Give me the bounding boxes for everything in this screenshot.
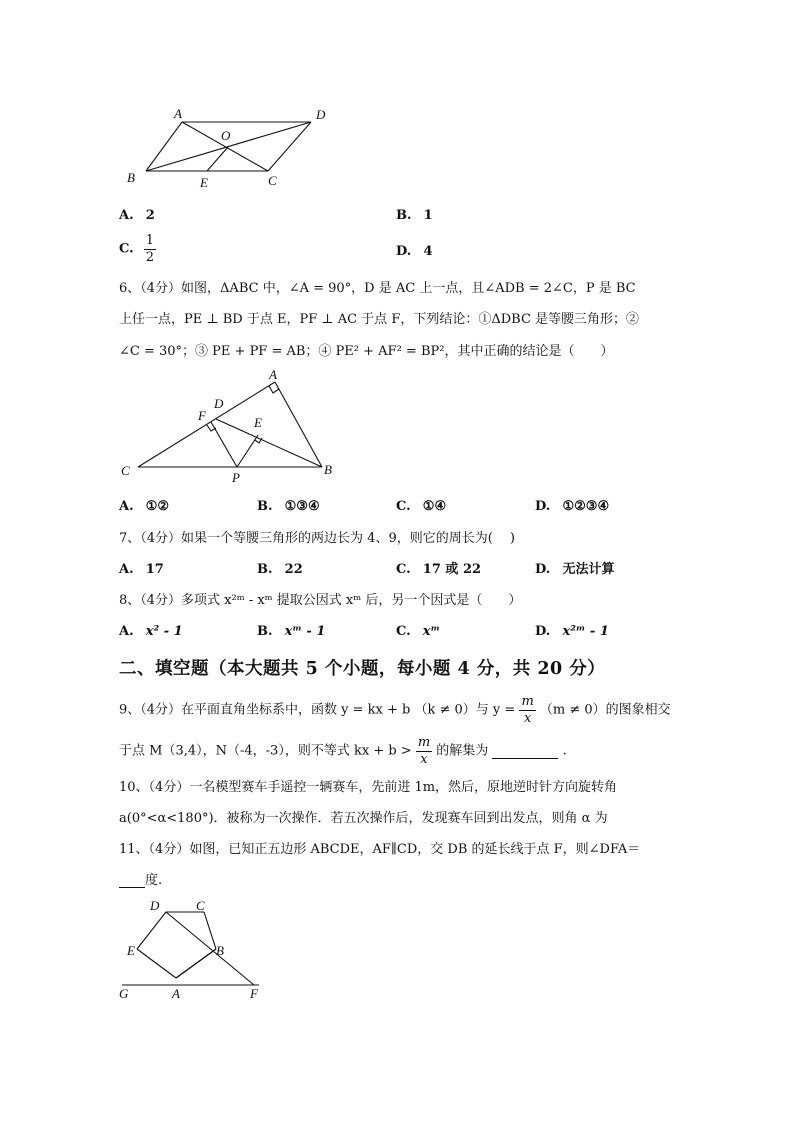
- q6-label-C: C: [121, 463, 130, 478]
- q11-label-F: F: [250, 986, 258, 1001]
- q5-label-D: D: [316, 107, 326, 122]
- section-fill-in-title: 二、填空题（本大题共 5 个小题，每小题 4 分，共 20 分）: [119, 659, 606, 679]
- q6-label-F: F: [198, 408, 206, 423]
- q9-line1: 9、（4分）在平面直角坐标系中，函数 y = kx + b （k ≠ 0）与 y = $\frac{m}{x}$ （m ≠ 0）的图象相交: [119, 694, 671, 726]
- q11-label-D: D: [150, 898, 160, 913]
- q6-label-P: P: [232, 470, 240, 485]
- q6-line1: 6、（4分）如图，ΔABC 中，∠A = 90°，D 是 AC 上一点，且∠ADB = 2∠C，P 是 BC: [119, 281, 636, 296]
- q11-label-B: B: [216, 943, 224, 958]
- q5-option-c: C. $\frac{1}{2}$: [119, 233, 155, 265]
- q6-label-A: A: [269, 368, 277, 382]
- q5-label-E: E: [200, 175, 208, 190]
- q11-label-G: G: [119, 986, 129, 1001]
- q5-label-B: B: [127, 170, 135, 185]
- q5-label-O: O: [221, 128, 231, 143]
- q5-option-d: D. 4: [396, 244, 433, 259]
- q6-label-D: D: [214, 396, 224, 411]
- q6-option-c: C. ①④: [396, 499, 447, 514]
- q11-label-C: C: [196, 898, 205, 913]
- q9-fraction-1: $\frac{m}{x}$: [521, 694, 534, 726]
- q7-option-a: A. 17: [119, 562, 164, 577]
- q11-label-A: A: [172, 986, 180, 1001]
- q6-label-B: B: [324, 462, 332, 477]
- q11-line2: 度.: [119, 872, 162, 890]
- q9-fraction-2: $\frac{m}{x}$: [417, 735, 431, 767]
- q8-option-a: A. x² - 1: [119, 624, 183, 639]
- q8-stem: 8、（4分）多项式 x²ᵐ - xᵐ 提取公因式 xᵐ 后，另一个因式是（ ）: [119, 593, 522, 608]
- q11-answer-blank[interactable]: [119, 873, 145, 888]
- q10-line2: a(0°<α<180°)．被称为一次操作．若五次操作后，发现赛车回到出发点，则角 α 为: [119, 811, 608, 826]
- q5-label-C: C: [268, 173, 277, 188]
- q6-option-b: B. ①③④: [257, 499, 320, 514]
- q11-figure: [112, 893, 272, 1005]
- q8-option-d: D. x²ᵐ - 1: [535, 624, 609, 639]
- q5-label-A: A: [174, 106, 182, 121]
- q5-option-c-fraction: $\frac{1}{2}$: [145, 233, 155, 265]
- q9-answer-blank[interactable]: [492, 744, 558, 759]
- q6-figure: [110, 368, 350, 490]
- q6-label-E: E: [254, 415, 262, 430]
- q8-option-c: C. xᵐ: [396, 624, 441, 639]
- q5-figure: [118, 100, 348, 195]
- q7-option-c: C. 17 或 22: [396, 562, 482, 577]
- q6-line3: ∠C = 30°；③ PE + PF = AB；④ PE² + AF² = BP²，其中正确的结论是（ ）: [119, 344, 614, 359]
- q11-label-E: E: [127, 943, 135, 958]
- q7-option-d: D. 无法计算: [535, 562, 615, 577]
- q5-option-a: A. 2: [119, 208, 155, 223]
- q9-line2: 于点 M（3,4），N（-4，-3），则不等式 kx + b > $\frac{m}{x}$ 的解集为 .: [119, 735, 567, 767]
- q7-option-b: B. 22: [257, 562, 303, 577]
- q5-option-b: B. 1: [396, 208, 433, 223]
- q8-option-b: B. xᵐ - 1: [257, 624, 326, 639]
- q6-option-a: A. ①②: [119, 499, 170, 514]
- q6-line2: 上任一点，PE ⊥ BD 于点 E，PF ⊥ AC 于点 F，下列结论：①ΔDBC 是等腰三角形；②: [119, 312, 640, 327]
- q6-option-d: D. ①②③④: [535, 499, 610, 514]
- q11-line1: 11、（4分）如图，已知正五边形 ABCDE，AF∥CD，交 DB 的延长线于点 F，则∠DFA＝: [119, 842, 641, 857]
- q10-line1: 10、（4分）一名模型赛车手遥控一辆赛车，先前进 1m，然后，原地逆时针方向旋转角: [119, 780, 618, 795]
- q7-stem: 7、（4分）如果一个等腰三角形的两边长为 4、9，则它的周长为( ): [119, 531, 515, 546]
